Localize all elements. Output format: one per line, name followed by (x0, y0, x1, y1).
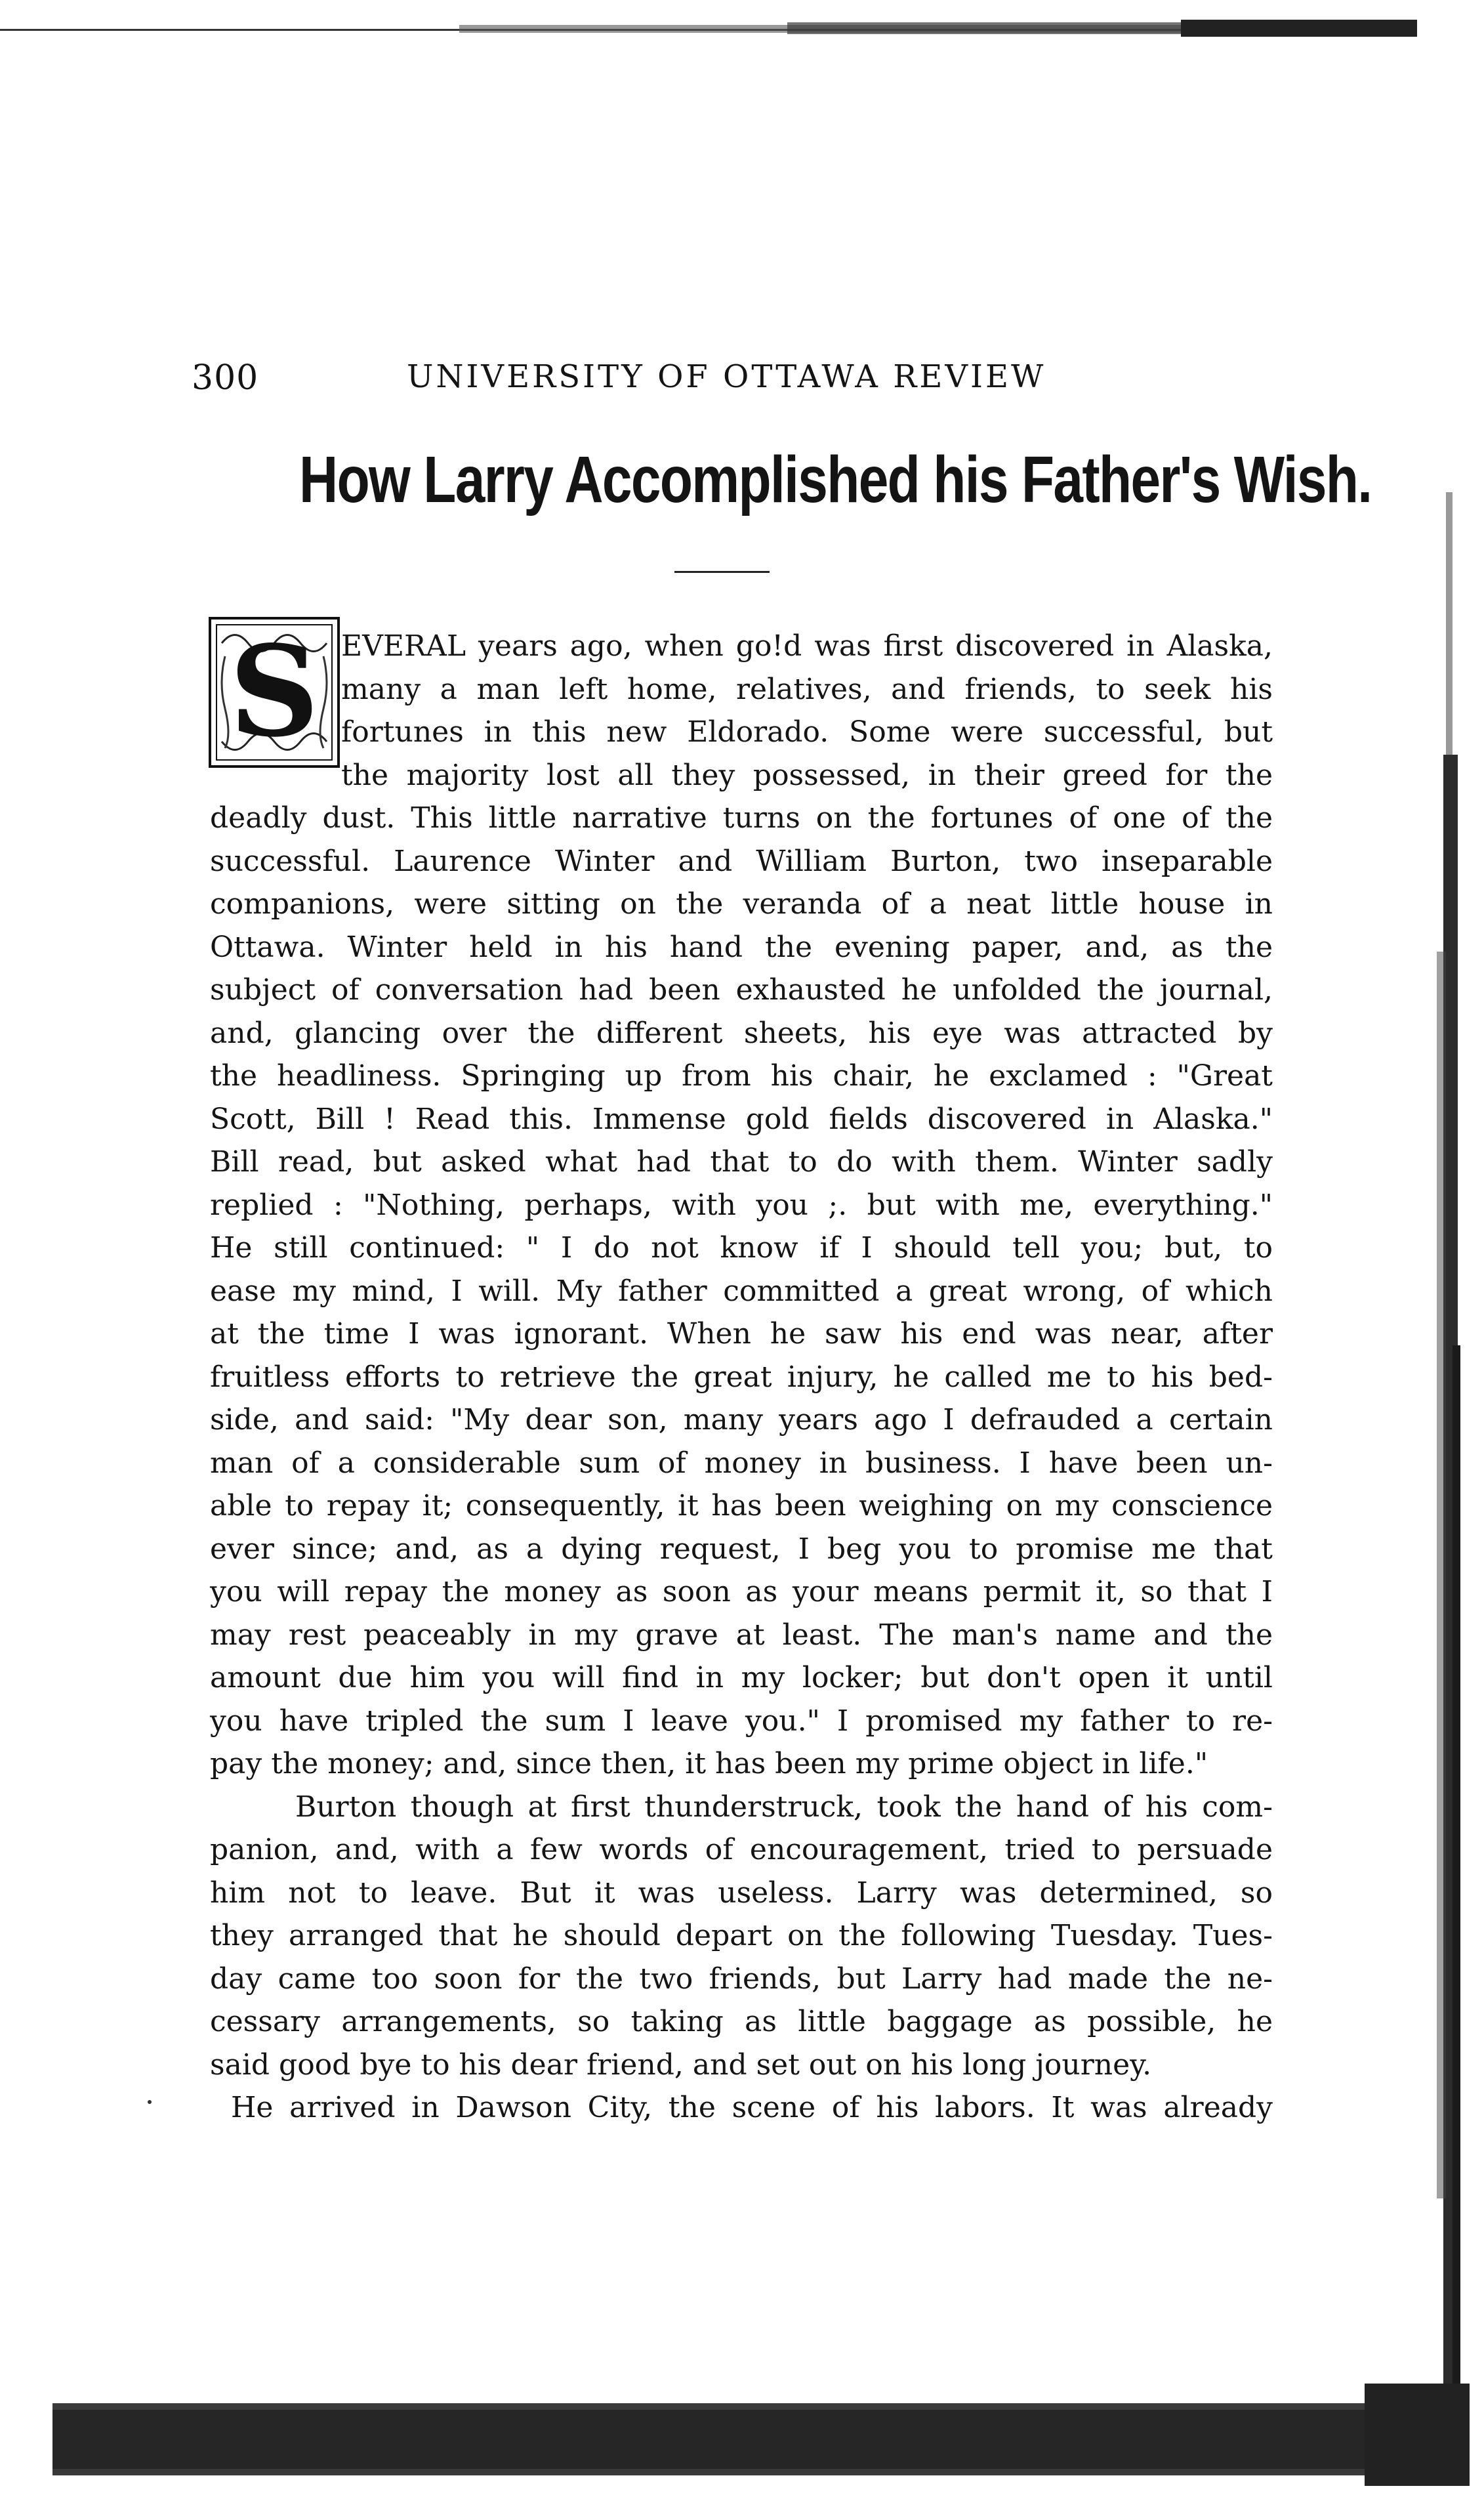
text-line: and, glancing over the different sheets, his eye was attracted by (210, 1016, 1273, 1050)
text-line: may rest peaceably in my grave at least. The man's name and the (210, 1618, 1273, 1652)
text-line: Scott, Bill ! Read this. Immense gold fields discovered in Alaska." (210, 1102, 1273, 1136)
scan-edge-right (1417, 164, 1464, 2408)
text-line: they arranged that he should depart on the following Tuesday. Tues- (210, 1919, 1273, 1952)
text-line: companions, were sitting on the veranda of a neat little house in (210, 887, 1273, 921)
text-line: you will repay the money as soon as your means permit it, so that I (210, 1575, 1273, 1608)
text-line: Burton though at first thunderstruck, took the hand of his com- (295, 1790, 1273, 1824)
text-line: He arrived in Dawson City, the scene of his labors. It was already (231, 2091, 1273, 2124)
text-line: fortunes in this new Eldorado. Some were successful, but (341, 715, 1273, 749)
text-line: him not to leave. But it was useless. Larry was determined, so (210, 1876, 1273, 1910)
title-rule (674, 571, 770, 573)
text-line: man of a considerable sum of money in business. I have been un- (210, 1446, 1273, 1480)
page-number: 300 (192, 358, 259, 398)
text-line: He still continued: " I do not know if I should tell you; but, to (210, 1231, 1273, 1265)
scan-edge-bottom (52, 2384, 1470, 2486)
text-line: side, and said: "My dear son, many years ago I defrauded a certain (210, 1403, 1273, 1437)
article-body (210, 625, 1273, 2130)
text-line: said good bye to his dear friend, and set out on his long journey. (210, 2048, 1152, 2082)
text-line: EVERAL years ago, when go!d was first discovered in Alaska, (341, 629, 1273, 663)
text-line: the majority lost all they possessed, in their greed for the (341, 758, 1273, 792)
text-line: ease my mind, I will. My father committed a great wrong, of which (210, 1274, 1273, 1308)
running-head: UNIVERSITY OF OTTAWA REVIEW (407, 358, 1046, 395)
text-line: fruitless efforts to retrieve the great injury, he called me to his bed- (210, 1360, 1273, 1394)
text-line: at the time I was ignorant. When he saw his end was near, after (210, 1317, 1273, 1351)
drop-cap-letter: S (229, 618, 319, 765)
text-line: replied : "Nothing, perhaps, with you ;. but with me, everything." (210, 1188, 1273, 1222)
text-line: the headliness. Springing up from his chair, he exclamed : "Great (210, 1059, 1273, 1093)
text-line: pay the money; and, since then, it has been my prime object in life." (210, 1747, 1208, 1780)
scan-edge-top (0, 20, 1417, 37)
text-line: Bill read, but asked what had that to do with them. Winter sadly (210, 1145, 1273, 1179)
text-line: able to repay it; consequently, it has been weighing on my conscience (210, 1489, 1273, 1523)
text-line: amount due him you will find in my locker; but don't open it until (210, 1661, 1273, 1694)
text-line: successful. Laurence Winter and William Burton, two inseparable (210, 844, 1273, 878)
text-line: panion, and, with a few words of encouragement, tried to persuade (210, 1833, 1273, 1866)
text-line: many a man left home, relatives, and friends, to seek his (341, 672, 1273, 706)
article-title: How Larry Accomplished his Father's Wish. (299, 443, 1372, 516)
margin-speck (148, 2100, 152, 2104)
text-line: Ottawa. Winter held in his hand the evening paper, and, as the (210, 930, 1273, 964)
text-line: ever since; and, as a dying request, I beg you to promise me that (210, 1532, 1273, 1566)
text-line: cessary arrangements, so taking as little baggage as possible, he (210, 2005, 1273, 2038)
text-line: you have tripled the sum I leave you." I promised my father to re- (210, 1704, 1273, 1738)
text-line: deadly dust. This little narrative turns on the fortunes of one of the (210, 801, 1273, 835)
text-line: subject of conversation had been exhausted he unfolded the journal, (210, 973, 1273, 1007)
text-line: day came too soon for the two friends, but Larry had made the ne- (210, 1962, 1273, 1996)
